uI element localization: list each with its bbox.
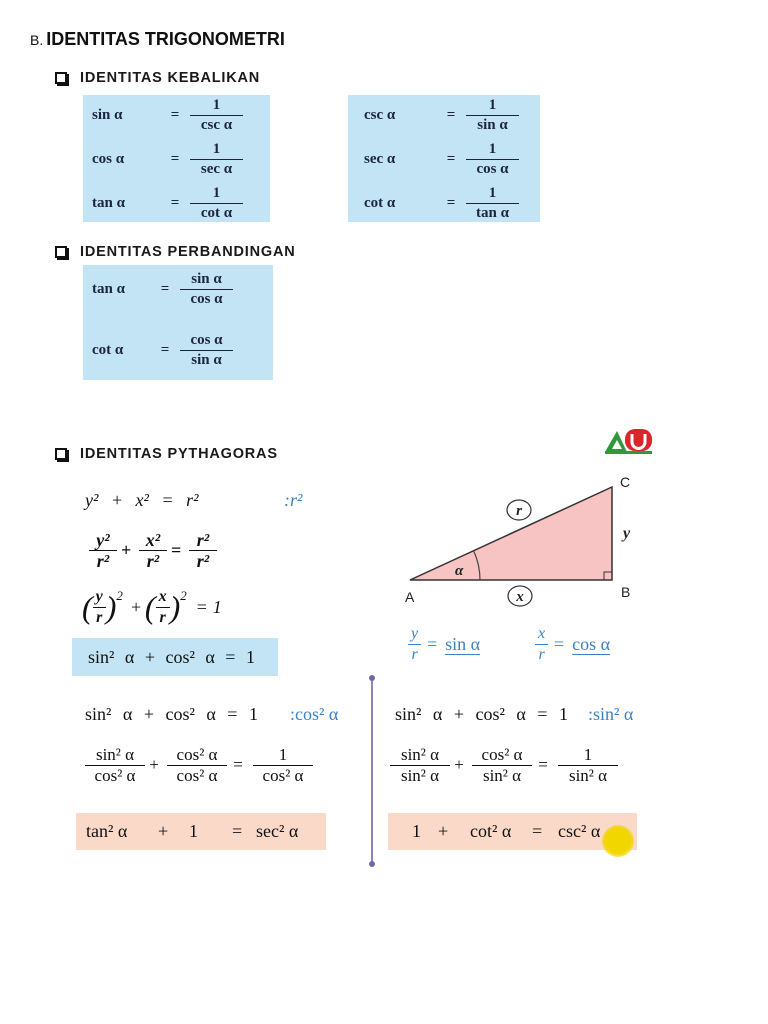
- equals-sign: =: [170, 194, 180, 211]
- equation-text: sin² α + cos² α = 1: [85, 703, 258, 724]
- denominator: cos² α: [262, 765, 304, 785]
- identity-row: [92, 139, 243, 179]
- denominator: sin α: [191, 351, 222, 368]
- term: 1: [412, 821, 421, 841]
- identity-row: [92, 95, 243, 135]
- cosine-ratio: [535, 624, 610, 664]
- numerator: y: [93, 588, 106, 608]
- equals-sign: =: [170, 106, 180, 123]
- vertical-divider: [371, 678, 373, 864]
- fraction: [535, 625, 548, 664]
- numerator: 1: [466, 185, 519, 204]
- identity-lhs: cot α: [92, 341, 124, 358]
- left-divide-note: [290, 694, 338, 734]
- equation-text: sin² α + cos² α = 1: [395, 703, 568, 724]
- plus-sign: +: [454, 755, 464, 774]
- numerator: sin α: [180, 271, 233, 290]
- equals-sign: =: [195, 596, 208, 617]
- denominator: r: [96, 608, 103, 626]
- left-divided-equation: [85, 745, 313, 785]
- fraction: [466, 185, 519, 222]
- pythagorean-identity: [88, 637, 255, 677]
- denominator: sin² α: [400, 765, 440, 785]
- numerator: 1: [253, 746, 313, 766]
- right-start-equation: [395, 694, 568, 734]
- right-divided-equation: [390, 745, 618, 785]
- divider-end-dot: [369, 861, 375, 867]
- term: 1: [189, 821, 198, 841]
- denominator: cot α: [200, 204, 233, 221]
- squared-ratio-equation: [82, 587, 222, 627]
- checkbox-bullet-icon: [55, 448, 67, 460]
- denominator: cos² α: [94, 765, 136, 785]
- denominator: cos α: [190, 290, 223, 307]
- term: cot² α: [470, 821, 512, 841]
- equals-sign: =: [427, 633, 438, 654]
- plus-sign: +: [120, 539, 132, 560]
- right-triangle-diagram: [395, 470, 645, 610]
- open-paren: (: [144, 589, 156, 625]
- left-start-equation: [85, 694, 258, 734]
- equals-sign: =: [232, 821, 243, 841]
- fraction: [253, 746, 313, 785]
- fraction: [190, 97, 243, 134]
- divider-end-dot: [369, 675, 375, 681]
- rhs-value: 1: [212, 596, 222, 617]
- cursor-highlight: [602, 825, 634, 857]
- right-divide-note: [588, 694, 633, 734]
- reciprocal-identities-left: [83, 95, 270, 222]
- heading-label: IDENTITAS KEBALIKAN: [80, 70, 261, 86]
- fraction: [167, 746, 227, 785]
- denominator: r: [159, 608, 166, 626]
- equation-text: y² + x² = r²: [85, 489, 199, 510]
- exponent: 2: [180, 588, 187, 603]
- fraction: [190, 185, 243, 222]
- identity-lhs: sin α: [92, 106, 123, 123]
- divide-note: [284, 480, 302, 520]
- page-title: [30, 29, 285, 50]
- fraction: [89, 531, 117, 570]
- identity-row: [92, 269, 233, 309]
- fraction: [189, 531, 217, 570]
- numerator: 1: [558, 746, 618, 766]
- equals-sign: =: [160, 341, 170, 358]
- checkbox-bullet-icon: [55, 72, 67, 84]
- denominator: csc α: [200, 116, 233, 133]
- denominator: r: [538, 645, 545, 663]
- numerator: cos² α: [472, 746, 532, 766]
- hypotenuse-label: r: [516, 503, 522, 519]
- cotangent-cosecant-identity: [388, 813, 637, 850]
- fraction: [139, 531, 167, 570]
- numerator: r²: [189, 531, 217, 551]
- equals-sign: =: [532, 821, 543, 841]
- numerator: 1: [190, 141, 243, 160]
- plus-sign: +: [438, 821, 449, 841]
- pythagoras-equation: [85, 480, 198, 520]
- denominator: r²: [146, 550, 160, 571]
- divisor-text: :sin² α: [588, 703, 634, 724]
- identity-row: [364, 95, 519, 135]
- equals-sign: =: [170, 150, 180, 167]
- numerator: 1: [190, 97, 243, 116]
- numerator: cos α: [180, 332, 233, 351]
- heading-kebalikan: [55, 70, 260, 86]
- numerator: x: [156, 588, 170, 608]
- exponent: 2: [116, 588, 123, 603]
- identity-lhs: cos α: [92, 150, 125, 167]
- numerator: x²: [139, 531, 167, 551]
- identity-lhs: cot α: [364, 194, 396, 211]
- denominator: r²: [196, 550, 210, 571]
- title-prefix: B.: [30, 32, 44, 48]
- equals-sign: =: [233, 755, 243, 774]
- vertex-b-label: B: [621, 584, 631, 600]
- rhs-term: sec² α: [256, 821, 299, 841]
- rhs-term: csc² α: [558, 821, 601, 841]
- plus-sign: +: [129, 596, 142, 617]
- heading-label: IDENTITAS PERBANDINGAN: [80, 244, 296, 260]
- numerator: x: [535, 625, 548, 645]
- identity-row: [92, 183, 243, 223]
- equals-sign: =: [446, 150, 456, 167]
- fraction: [180, 332, 233, 369]
- identity-lhs: csc α: [364, 106, 396, 123]
- heading-perbandingan: [55, 244, 296, 260]
- close-paren: ): [169, 589, 181, 625]
- equals-sign: =: [554, 633, 565, 654]
- angle-label: α: [455, 563, 464, 579]
- divisor-text: :cos² α: [290, 703, 339, 724]
- numerator: y: [408, 625, 421, 645]
- identity-lhs: sec α: [364, 150, 396, 167]
- fraction: [466, 141, 519, 178]
- numerator: y²: [89, 531, 117, 551]
- denominator: cos α: [476, 160, 509, 177]
- denominator: sin α: [477, 116, 508, 133]
- opposite-label: y: [623, 525, 631, 542]
- fraction: [156, 588, 170, 627]
- identity-lhs: tan α: [92, 194, 125, 211]
- equals-sign: =: [170, 539, 182, 560]
- plus-sign: +: [158, 821, 169, 841]
- identity-row: [364, 183, 519, 223]
- adjacent-label: x: [516, 589, 524, 605]
- numerator: sin² α: [390, 746, 450, 766]
- equals-sign: =: [160, 280, 170, 297]
- numerator: cos² α: [167, 746, 227, 766]
- identity-lhs: tan α: [92, 280, 125, 297]
- term: tan² α: [86, 821, 128, 841]
- identity-row: [364, 139, 519, 179]
- fraction: [472, 746, 532, 785]
- fraction: [466, 97, 519, 134]
- denominator: sin² α: [568, 765, 608, 785]
- denominator: r: [411, 645, 418, 663]
- identity-row: [92, 330, 233, 370]
- denominator: sec α: [200, 160, 233, 177]
- denominator: sin² α: [482, 765, 522, 785]
- numerator: sin² α: [85, 746, 145, 766]
- fraction: [558, 746, 618, 785]
- triangle-shape: [410, 487, 612, 580]
- ratio-value: sin α: [445, 633, 481, 654]
- equals-sign: =: [538, 755, 548, 774]
- divisor-text: :r²: [284, 489, 303, 510]
- numerator: 1: [466, 141, 519, 160]
- fraction: [190, 141, 243, 178]
- title-text: IDENTITAS TRIGONOMETRI: [46, 29, 285, 49]
- fraction: [390, 746, 450, 785]
- equals-sign: =: [446, 194, 456, 211]
- fraction: [93, 588, 106, 627]
- logo: [603, 428, 653, 454]
- identity-text: sin² α + cos² α = 1: [88, 646, 255, 667]
- fraction: [85, 746, 145, 785]
- equals-sign: =: [446, 106, 456, 123]
- vertex-a-label: A: [405, 589, 415, 605]
- numerator: 1: [190, 185, 243, 204]
- fraction: [180, 271, 233, 308]
- divided-equation: [85, 530, 217, 570]
- plus-sign: +: [149, 755, 159, 774]
- reciprocal-identities-right: [348, 95, 540, 222]
- heading-label: IDENTITAS PYTHAGORAS: [80, 446, 278, 462]
- heading-pythagoras: [55, 446, 278, 462]
- denominator: tan α: [476, 204, 509, 221]
- tangent-secant-identity: [76, 813, 326, 850]
- close-paren: ): [105, 589, 117, 625]
- fraction: [408, 625, 421, 664]
- numerator: 1: [466, 97, 519, 116]
- open-paren: (: [82, 589, 93, 625]
- denominator: cos² α: [176, 765, 218, 785]
- denominator: r²: [96, 550, 110, 571]
- ratio-value: cos α: [572, 633, 611, 654]
- sine-ratio: [408, 624, 480, 664]
- quotient-identities: [83, 265, 273, 380]
- vertex-c-label: C: [620, 474, 631, 490]
- checkbox-bullet-icon: [55, 246, 67, 258]
